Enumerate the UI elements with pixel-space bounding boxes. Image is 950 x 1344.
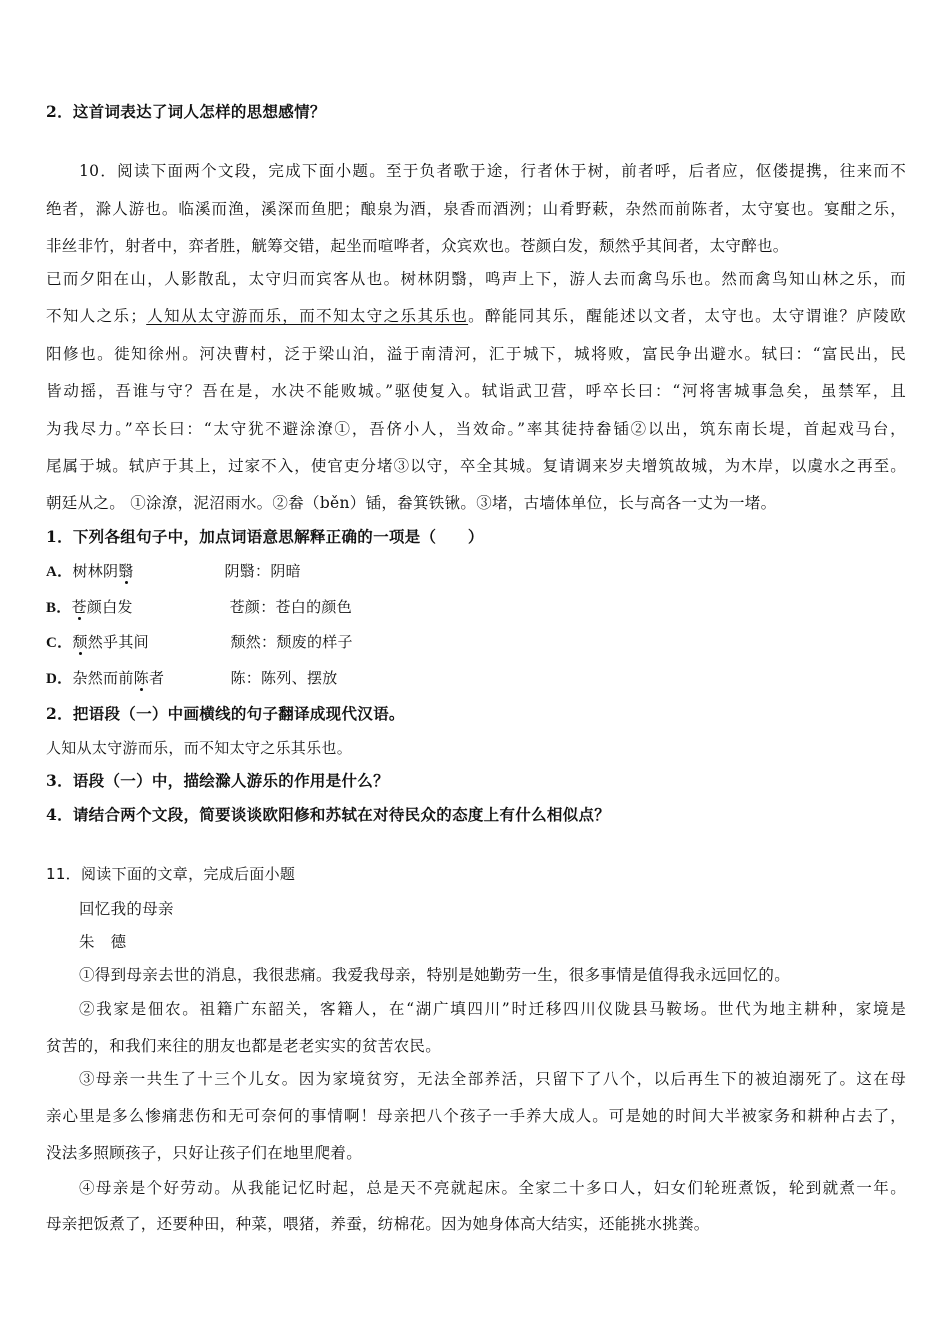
question-11-heading: 11．阅读下面的文章，完成后面小题 (46, 865, 296, 883)
option-b-explanation: 苍颜：苍白的颜色 (229, 598, 353, 616)
q10-line-8: 为我尽力。”卒长曰：“太守犹不避涂潦①，吾侪小人，当效命。”率其徒持畚锸②以出，筑东南长堤，首起戏马台， (46, 420, 906, 438)
paragraph-3-line-2: 亲心里是多么惨痛悲伤和无可奈何的事情啊！母亲把八个孩子一手养大成人。可是她的时间大半被家务和耕种占去了， (46, 1107, 906, 1125)
sub-question-4: 4．请结合两个文段，简要谈谈欧阳修和苏轼在对待民众的态度上有什么相似点？ (46, 805, 611, 824)
dotted-word: 苍 (71, 598, 87, 616)
option-d (46, 666, 906, 691)
article-title: 回忆我的母亲 (79, 900, 174, 918)
option-b (46, 595, 906, 620)
dotted-word: 颓 (72, 633, 88, 651)
paragraph-4-line-1: ④母亲是个好劳动。从我能记忆时起，总是天不亮就起床。全家二十多口人，妇女们轮班煮饭，轮到就煮一年。 (79, 1179, 906, 1197)
option-a (46, 559, 906, 584)
q10-line-1: 10．阅读下面两个文段，完成下面小题。至于负者歌于途，行者休于树，前者呼，后者应，伛偻提携，往来而不 (79, 162, 906, 180)
question-2-heading: 2．这首词表达了词人怎样的思想感情？ (46, 102, 326, 121)
option-a-label: A． (46, 564, 73, 580)
option-c-label: C． (46, 635, 73, 651)
paragraph-3-line-1: ③母亲一共生了十三个儿女。因为家境贫穷，无法全部养活，只留下了八个，以后再生下的被迫溺死了。这在母 (79, 1070, 906, 1088)
q10-line-2: 绝者，滁人游也。临溪而渔，溪深而鱼肥；酿泉为酒，泉香而酒洌；山肴野蔌，杂然而前陈者，太守宴也。宴酣之乐， (46, 200, 906, 218)
q10-line-5-end: 。醉能同其乐，醒能述以文者，太守也。太守谓谁？庐陵欧 (468, 307, 906, 325)
option-d-explanation: 陈：陈列、摆放 (230, 669, 338, 687)
paragraph-1: ①得到母亲去世的消息，我很悲痛。我爱我母亲，特别是她勤劳一生，很多事情是值得我永远回忆的。 (79, 966, 791, 984)
paragraph-3-line-3: 没法多照顾孩子，只好让孩子们在地里爬着。 (46, 1144, 363, 1162)
option-a-phrase: 树林阴翳 (72, 562, 134, 580)
sub-question-3: 3．语段（一）中，描绘滁人游乐的作用是什么？ (46, 771, 389, 790)
article-author: 朱 德 (79, 933, 127, 951)
q10-line-3: 非丝非竹，射者中，弈者胜，觥筹交错，起坐而喧哗者，众宾欢也。苍颜白发，颓然乎其间者，太守醉也。 (46, 237, 789, 255)
underlined-sentence: 人知从太守游而乐，而不知太守之乐其乐也 (146, 307, 469, 325)
q10-line-5-start: 不知人之乐； (46, 307, 147, 325)
paragraph-2-line-2: 贫苦的，和我们来往的朋友也都是老老实实的贫苦农民。 (46, 1037, 442, 1055)
q10-line-7: 皆动摇，吾谁与守？吾在是，水决不能败城。”驱使复入。轼诣武卫营，呼卒长曰：“河将害城事急矣，虽禁军，且 (46, 382, 906, 400)
q10-line-5 (46, 304, 906, 328)
sub-question-2-sentence: 人知从太守游而乐，而不知太守之乐其乐也。 (46, 739, 353, 757)
q10-line-4: 已而夕阳在山，人影散乱，太守归而宾客从也。树林阴翳，鸣声上下，游人去而禽鸟乐也。然而禽鸟知山林之乐，而 (46, 270, 906, 288)
dotted-word: 陈 (133, 669, 149, 687)
option-b-phrase: 苍颜白发 (71, 598, 133, 616)
paragraph-2-line-1: ②我家是佃农。祖籍广东韶关，客籍人，在“湖广填四川”时迁移四川仪陇县马鞍场。世代为地主耕种，家境是 (79, 1000, 906, 1018)
q10-line-9: 尾属于城。轼庐于其上，过家不入，使官吏分堵③以守，卒全其城。复请调来岁夫增筑故城，为木岸，以虞水之再至。 (46, 457, 906, 475)
option-c (46, 630, 906, 655)
option-b-label: B． (46, 600, 72, 616)
option-a-explanation: 阴翳：阴暗 (224, 562, 301, 580)
dotted-word: 翳 (118, 562, 134, 580)
sub-question-2: 2．把语段（一）中画横线的句子翻译成现代汉语。 (46, 704, 405, 723)
option-c-explanation: 颓然：颓废的样子 (230, 633, 353, 651)
q10-line-10-notes: 朝廷从之。 ①涂潦，泥沼雨水。②畚（běn）锸，畚箕铁锹。③堵，古墙体单位，长与高各一丈为一堵。 (46, 494, 777, 512)
paragraph-4-line-2: 母亲把饭煮了，还要种田，种菜，喂猪，养蚕，纺棉花。因为她身体高大结实，还能挑水挑粪。 (46, 1215, 710, 1233)
option-d-phrase: 杂然而前陈者 (72, 669, 165, 687)
sub-question-1: 1．下列各组句子中，加点词语意思解释正确的一项是（ ） (46, 527, 484, 546)
option-d-label: D． (46, 671, 73, 687)
option-c-phrase: 颓然乎其间 (72, 633, 149, 651)
q10-line-6: 阳修也。徙知徐州。河决曹村，泛于梁山泊，溢于南清河，汇于城下，城将败，富民争出避水。轼曰：“富民出，民 (46, 345, 906, 363)
